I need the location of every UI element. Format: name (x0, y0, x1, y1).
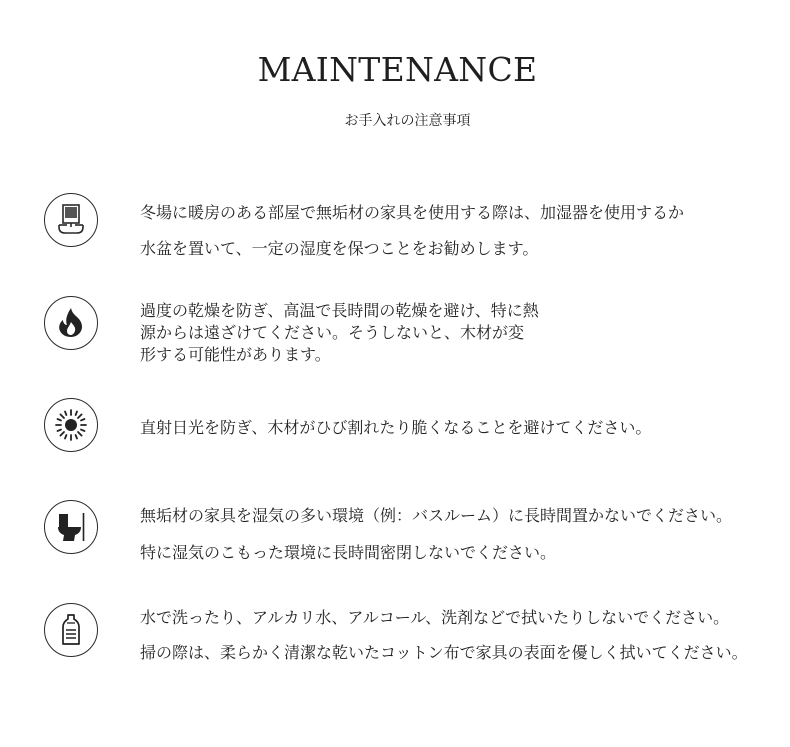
maintenance-text (140, 300, 790, 366)
text-line: 直射日光を防ぎ、木材がひび割れたり脆くなることを避けてください。 (140, 418, 652, 437)
maintenance-text (140, 497, 790, 571)
bottle-icon (44, 603, 98, 657)
maintenance-text (140, 195, 790, 267)
text-line: 形する可能性があります。 (140, 345, 331, 364)
text-line: 水で洗ったり、アルカリ水、アルコール、洗剤などで拭いたりしないでください。 (140, 608, 730, 627)
flame-icon (44, 296, 98, 350)
text-line: 源からは遠ざけてください。そうしないと、木材が変 (140, 323, 525, 342)
maintenance-text (140, 416, 790, 440)
page-subtitle: お手入れの注意事項 (344, 113, 471, 129)
text-line: 水盆を置いて、一定の湿度を保つことをお勧めします。 (140, 239, 539, 258)
text-line: 特に湿気のこもった環境に長時間密閉しないでください。 (140, 543, 557, 562)
text-line: 冬場に暖房のある部屋で無垢材の家具を使用する際は、加湿器を使用するか (140, 203, 685, 222)
sun-icon (44, 398, 98, 452)
text-line: 掃の際は、柔らかく清潔な乾いたコットン布で家具の表面を優しく拭いてください。 (140, 643, 748, 662)
page-title: MAINTENANCE (257, 50, 538, 89)
maintenance-text (140, 600, 790, 670)
text-line: 過度の乾燥を防ぎ、高温で長時間の乾燥を避け、特に熱 (140, 301, 539, 320)
text-line: 無垢材の家具を湿気の多い環境（例：バスルーム）に長時間置かないでください。 (140, 506, 733, 525)
toilet-icon (44, 500, 98, 554)
humidifier-icon (44, 193, 98, 247)
